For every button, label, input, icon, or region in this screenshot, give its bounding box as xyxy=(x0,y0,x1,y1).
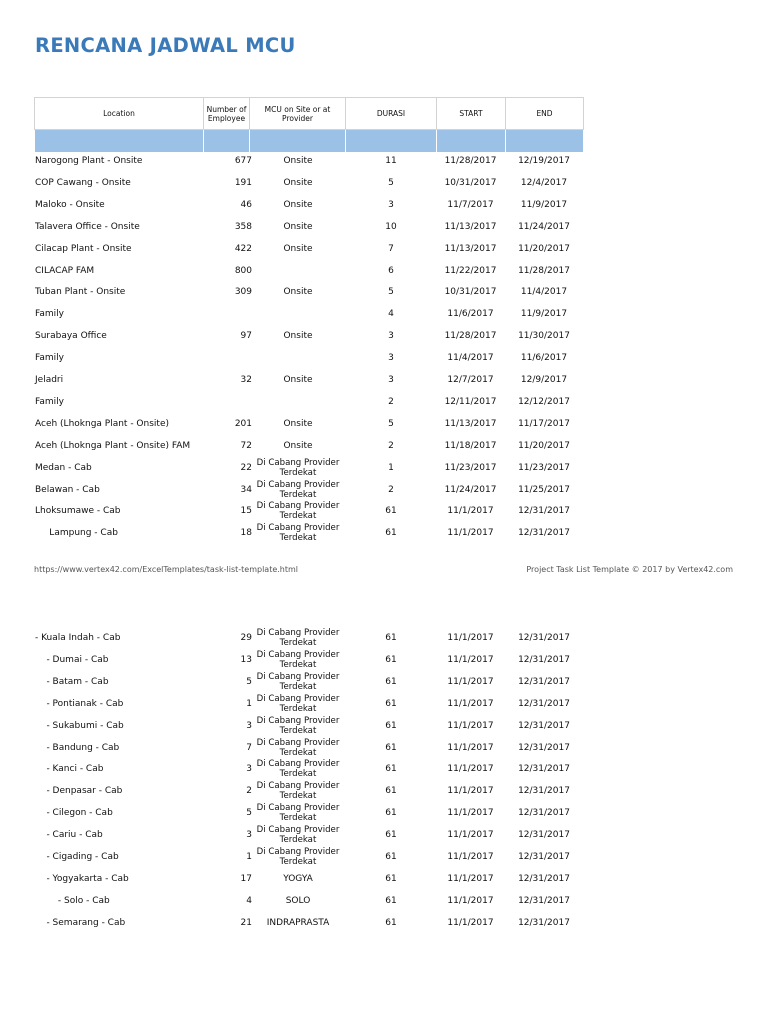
location-cell: Tuban Plant - Onsite xyxy=(35,287,126,298)
end-date-cell: 11/4/2017 xyxy=(520,287,568,298)
location-cell: - Cilegon - Cab xyxy=(35,808,113,819)
mcu-line-2: Terdekat xyxy=(279,638,317,648)
employee-count-cell: 22 xyxy=(240,462,252,473)
start-date-cell: 11/6/2017 xyxy=(447,309,494,320)
table-row xyxy=(0,868,768,890)
page-title: RENCANA JADWAL MCU xyxy=(35,34,296,57)
end-date-cell: 11/20/2017 xyxy=(518,243,570,254)
mcu-line-1: Di Cabang Provider xyxy=(256,501,340,512)
employee-count-cell: 72 xyxy=(240,440,252,451)
mcu-cell: Onsite xyxy=(283,375,313,385)
end-date-cell: 12/31/2017 xyxy=(518,917,570,928)
table-row xyxy=(0,693,768,715)
mcu-line-1: Di Cabang Provider xyxy=(256,759,340,770)
mcu-line-1: Di Cabang Provider xyxy=(256,479,340,490)
end-date-cell: 11/24/2017 xyxy=(518,221,570,232)
end-date-cell: 12/31/2017 xyxy=(518,720,570,731)
employee-count-cell: 3 xyxy=(246,830,252,841)
mcu-line-1: Di Cabang Provider xyxy=(256,457,340,468)
mcu-line-1: Di Cabang Provider xyxy=(256,523,340,534)
employee-count-cell: 46 xyxy=(240,199,252,210)
employee-count-cell: 422 xyxy=(234,243,252,254)
start-date-cell: 11/1/2017 xyxy=(447,786,494,797)
mcu-line-2: Terdekat xyxy=(279,489,317,500)
location-cell: Jeladri xyxy=(35,375,64,385)
start-date-cell: 11/18/2017 xyxy=(444,440,497,451)
durasi-cell: 61 xyxy=(385,808,397,819)
mcu-line-1: Di Cabang Provider xyxy=(256,847,340,857)
durasi-cell: 61 xyxy=(385,654,397,665)
mcu-line-1: Di Cabang Provider xyxy=(256,693,340,704)
location-cell: Medan - Cab xyxy=(35,462,92,473)
start-date-cell: 11/1/2017 xyxy=(447,852,494,862)
start-date-cell: 11/28/2017 xyxy=(444,156,497,166)
durasi-cell: 61 xyxy=(385,786,397,797)
durasi-cell: 3 xyxy=(388,199,394,210)
employee-count-cell: 17 xyxy=(240,873,252,884)
table-row xyxy=(0,649,768,671)
durasi-cell: 7 xyxy=(388,243,394,254)
mcu-cell: Onsite xyxy=(283,177,313,188)
mcu-cell: SOLO xyxy=(285,895,311,906)
employee-count-cell: 5 xyxy=(246,676,252,687)
table-row xyxy=(0,413,768,435)
table-row xyxy=(0,347,768,369)
header-location: Location xyxy=(35,98,204,130)
location-cell: - Semarang - Cab xyxy=(35,917,126,928)
start-date-cell: 11/1/2017 xyxy=(447,633,494,643)
footer-url: https://www.vertex42.com/ExcelTemplates/task-list-template.html xyxy=(34,565,299,574)
employee-count-cell: 5 xyxy=(246,808,252,819)
durasi-cell: 3 xyxy=(388,375,394,385)
durasi-cell: 1 xyxy=(388,462,394,473)
employee-count-cell: 201 xyxy=(234,418,252,429)
durasi-cell: 2 xyxy=(388,396,394,407)
location-cell: - Dumai - Cab xyxy=(35,654,109,665)
location-cell: - Sukabumi - Cab xyxy=(35,720,124,731)
employee-count-cell: 7 xyxy=(246,742,252,753)
mcu-cell xyxy=(249,628,347,648)
employee-count-cell: 800 xyxy=(234,265,252,276)
mcu-cell: Onsite xyxy=(283,156,313,166)
start-date-cell: 11/13/2017 xyxy=(444,418,497,429)
table-row xyxy=(0,172,768,194)
table-row xyxy=(0,802,768,824)
end-date-cell: 12/9/2017 xyxy=(520,375,568,385)
durasi-cell: 61 xyxy=(385,698,397,709)
table-row xyxy=(0,824,768,846)
employee-count-cell: 18 xyxy=(240,528,252,539)
location-cell: Lhoksumawe - Cab xyxy=(35,506,121,517)
start-date-cell: 11/1/2017 xyxy=(447,506,494,517)
mcu-line-1: Di Cabang Provider xyxy=(256,649,340,660)
location-cell: - Batam - Cab xyxy=(35,676,109,687)
end-date-cell: 12/31/2017 xyxy=(518,764,570,775)
location-cell: - Bandung - Cab xyxy=(35,742,120,753)
mcu-cell xyxy=(249,501,347,521)
location-cell: Aceh (Lhoknga Plant - Onsite) FAM xyxy=(35,440,191,451)
table-row xyxy=(0,325,768,347)
durasi-cell: 61 xyxy=(385,506,397,517)
mcu-cell xyxy=(249,458,347,478)
start-date-cell: 11/1/2017 xyxy=(447,742,494,753)
start-date-cell: 11/1/2017 xyxy=(447,873,494,884)
employee-count-cell: 3 xyxy=(246,764,252,775)
header-end: END xyxy=(506,98,584,130)
end-date-cell: 12/31/2017 xyxy=(518,852,570,862)
employee-count-cell: 191 xyxy=(234,177,252,188)
durasi-cell: 61 xyxy=(385,830,397,841)
durasi-cell: 2 xyxy=(388,440,394,451)
start-date-cell: 11/1/2017 xyxy=(447,895,494,906)
table-row xyxy=(0,500,768,522)
mcu-cell xyxy=(249,716,347,736)
mcu-line-1: Di Cabang Provider xyxy=(256,803,340,814)
start-date-cell: 11/24/2017 xyxy=(444,484,497,495)
mcu-line-1: Di Cabang Provider xyxy=(256,671,340,682)
mcu-line-2: Terdekat xyxy=(279,835,317,846)
mcu-line-2: Terdekat xyxy=(279,703,317,714)
employee-count-cell: 34 xyxy=(240,484,252,495)
table-row xyxy=(0,715,768,737)
mcu-cell xyxy=(249,523,347,543)
durasi-cell: 61 xyxy=(385,917,397,928)
mcu-line-2: Terdekat xyxy=(279,681,317,692)
mcu-cell: Onsite xyxy=(283,418,313,429)
end-date-cell: 12/31/2017 xyxy=(518,830,570,841)
durasi-cell: 5 xyxy=(388,177,394,188)
table-row xyxy=(0,671,768,693)
durasi-cell: 6 xyxy=(388,265,394,276)
mcu-line-2: Terdekat xyxy=(279,511,317,522)
mcu-line-2: Terdekat xyxy=(279,659,317,670)
durasi-cell: 61 xyxy=(385,852,397,862)
end-date-cell: 12/19/2017 xyxy=(518,156,570,166)
end-date-cell: 12/31/2017 xyxy=(518,633,570,643)
location-cell: - Cigading - Cab xyxy=(35,852,119,862)
location-cell: - Cariu - Cab xyxy=(35,830,103,841)
mcu-line-2: Terdekat xyxy=(279,769,317,780)
mcu-line-1: Di Cabang Provider xyxy=(256,737,340,748)
location-cell: Maloko - Onsite xyxy=(35,199,105,210)
start-date-cell: 11/1/2017 xyxy=(447,764,494,775)
location-cell: - Yogyakarta - Cab xyxy=(35,873,129,884)
durasi-cell: 61 xyxy=(385,676,397,687)
durasi-cell: 5 xyxy=(388,418,394,429)
table-row xyxy=(0,150,768,172)
employee-count-cell: 2 xyxy=(246,786,252,797)
employee-count-cell: 4 xyxy=(246,895,252,906)
location-cell: - Pontianak - Cab xyxy=(35,698,124,709)
start-date-cell: 11/1/2017 xyxy=(447,808,494,819)
start-date-cell: 12/11/2017 xyxy=(444,396,497,407)
mcu-cell: Onsite xyxy=(283,199,313,210)
mcu-cell xyxy=(249,672,347,692)
mcu-cell: Onsite xyxy=(283,243,313,254)
end-date-cell: 12/31/2017 xyxy=(518,654,570,665)
end-date-cell: 12/31/2017 xyxy=(518,786,570,797)
mcu-cell: Onsite xyxy=(283,221,313,232)
start-date-cell: 11/13/2017 xyxy=(444,221,497,232)
durasi-cell: 61 xyxy=(385,720,397,731)
location-cell: Belawan - Cab xyxy=(35,484,100,495)
end-date-cell: 11/28/2017 xyxy=(518,265,570,276)
header-table xyxy=(34,97,584,153)
location-cell: COP Cawang - Onsite xyxy=(35,177,131,188)
durasi-cell: 3 xyxy=(388,331,394,342)
start-date-cell: 11/1/2017 xyxy=(447,830,494,841)
employee-count-cell: 32 xyxy=(240,375,252,385)
start-date-cell: 11/1/2017 xyxy=(447,676,494,687)
employee-count-cell: 13 xyxy=(240,654,252,665)
table-row xyxy=(0,369,768,391)
durasi-cell: 61 xyxy=(385,764,397,775)
durasi-cell: 61 xyxy=(385,873,397,884)
header-mcu: MCU on Site or at Provider xyxy=(250,98,346,130)
table-row xyxy=(0,737,768,759)
header-durasi: DURASI xyxy=(346,98,437,130)
location-cell: CILACAP FAM xyxy=(35,265,95,276)
start-date-cell: 11/7/2017 xyxy=(447,199,494,210)
end-date-cell: 12/12/2017 xyxy=(518,396,570,407)
end-date-cell: 12/31/2017 xyxy=(518,895,570,906)
mcu-cell xyxy=(249,781,347,801)
table-row xyxy=(0,522,768,544)
header-employee: Number of Employee xyxy=(204,98,250,130)
end-date-cell: 12/31/2017 xyxy=(518,676,570,687)
footer-credit: Project Task List Template © 2017 by Vertex42.com xyxy=(526,565,733,574)
table-row xyxy=(0,890,768,912)
employee-count-cell: 97 xyxy=(240,331,252,342)
employee-count-cell: 3 xyxy=(246,720,252,731)
mcu-line-1: Di Cabang Provider xyxy=(256,825,340,836)
location-cell: Surabaya Office xyxy=(35,331,107,342)
mcu-cell xyxy=(249,803,347,823)
location-cell: Lampung - Cab xyxy=(35,528,118,539)
end-date-cell: 12/31/2017 xyxy=(518,873,570,884)
end-date-cell: 12/31/2017 xyxy=(518,698,570,709)
table-row xyxy=(0,260,768,282)
end-date-cell: 11/20/2017 xyxy=(518,440,570,451)
durasi-cell: 4 xyxy=(388,309,394,320)
employee-count-cell: 15 xyxy=(240,506,252,517)
mcu-cell xyxy=(249,759,347,779)
mcu-line-1: Di Cabang Provider xyxy=(256,781,340,792)
start-date-cell: 10/31/2017 xyxy=(444,177,497,188)
durasi-cell: 61 xyxy=(385,633,397,643)
table-row xyxy=(0,627,768,649)
employee-count-cell: 1 xyxy=(246,698,252,709)
location-cell: - Kuala Indah - Cab xyxy=(35,633,121,643)
end-date-cell: 11/9/2017 xyxy=(520,309,568,320)
start-date-cell: 11/1/2017 xyxy=(447,917,494,928)
mcu-line-2: Terdekat xyxy=(279,725,317,736)
location-cell: - Kanci - Cab xyxy=(35,764,104,775)
table-row xyxy=(0,391,768,413)
start-date-cell: 11/28/2017 xyxy=(444,331,497,342)
durasi-cell: 10 xyxy=(385,221,397,232)
mcu-cell: Onsite xyxy=(283,331,313,342)
mcu-cell: YOGYA xyxy=(283,873,313,884)
start-date-cell: 11/4/2017 xyxy=(447,353,494,364)
table-row xyxy=(0,758,768,780)
header-row xyxy=(35,98,584,130)
durasi-cell: 61 xyxy=(385,742,397,753)
end-date-cell: 11/9/2017 xyxy=(520,199,568,210)
end-date-cell: 12/4/2017 xyxy=(520,177,568,188)
end-date-cell: 11/23/2017 xyxy=(518,462,570,473)
table-row xyxy=(0,435,768,457)
location-cell: Cilacap Plant - Onsite xyxy=(35,243,132,254)
employee-count-cell: 309 xyxy=(234,287,252,298)
start-date-cell: 11/22/2017 xyxy=(444,265,497,276)
durasi-cell: 61 xyxy=(385,528,397,539)
location-cell: Aceh (Lhoknga Plant - Onsite) xyxy=(35,418,169,429)
start-date-cell: 11/1/2017 xyxy=(447,720,494,731)
location-cell: - Denpasar - Cab xyxy=(35,786,123,797)
end-date-cell: 11/30/2017 xyxy=(518,331,570,342)
employee-count-cell: 21 xyxy=(240,917,252,928)
header-start: START xyxy=(437,98,506,130)
location-cell: Family xyxy=(35,309,64,320)
table-row xyxy=(0,780,768,802)
start-date-cell: 10/31/2017 xyxy=(444,287,497,298)
employee-count-cell: 677 xyxy=(234,156,252,166)
table-row xyxy=(0,303,768,325)
table-row xyxy=(0,846,768,868)
end-date-cell: 11/17/2017 xyxy=(518,418,570,429)
mcu-line-2: Terdekat xyxy=(279,747,317,758)
mcu-line-1: Di Cabang Provider xyxy=(256,628,340,638)
mcu-cell: Onsite xyxy=(283,287,313,298)
durasi-cell: 61 xyxy=(385,895,397,906)
mcu-cell xyxy=(249,650,347,670)
end-date-cell: 11/6/2017 xyxy=(520,353,568,364)
end-date-cell: 12/31/2017 xyxy=(518,506,570,517)
mcu-line-2: Terdekat xyxy=(279,857,317,867)
table-row xyxy=(0,238,768,260)
start-date-cell: 11/1/2017 xyxy=(447,654,494,665)
location-cell: Talavera Office - Onsite xyxy=(35,221,140,232)
employee-count-cell: 29 xyxy=(240,633,252,643)
location-cell: Narogong Plant - Onsite xyxy=(35,156,143,166)
mcu-line-2: Terdekat xyxy=(279,467,317,478)
mcu-cell xyxy=(249,694,347,714)
table-row xyxy=(0,216,768,238)
mcu-line-2: Terdekat xyxy=(279,791,317,802)
table-row xyxy=(0,194,768,216)
mcu-cell: Onsite xyxy=(283,440,313,451)
durasi-cell: 11 xyxy=(385,156,397,166)
mcu-line-2: Terdekat xyxy=(279,813,317,824)
mcu-cell xyxy=(249,480,347,500)
start-date-cell: 11/13/2017 xyxy=(444,243,497,254)
durasi-cell: 2 xyxy=(388,484,394,495)
location-cell: Family xyxy=(35,353,64,364)
mcu-cell xyxy=(249,825,347,845)
table-row xyxy=(0,457,768,479)
mcu-cell xyxy=(249,738,347,758)
table-row xyxy=(0,281,768,303)
end-date-cell: 12/31/2017 xyxy=(518,528,570,539)
start-date-cell: 11/23/2017 xyxy=(444,462,497,473)
mcu-line-2: Terdekat xyxy=(279,533,317,544)
employee-count-cell: 1 xyxy=(246,852,252,862)
start-date-cell: 11/1/2017 xyxy=(447,528,494,539)
location-cell: - Solo - Cab xyxy=(35,895,110,906)
location-cell: Family xyxy=(35,396,64,407)
table-row xyxy=(0,912,768,934)
mcu-line-1: Di Cabang Provider xyxy=(256,715,340,726)
start-date-cell: 12/7/2017 xyxy=(447,375,494,385)
mcu-cell: INDRAPRASTA xyxy=(266,917,330,928)
employee-count-cell: 358 xyxy=(234,221,252,232)
durasi-cell: 3 xyxy=(388,353,394,364)
end-date-cell: 12/31/2017 xyxy=(518,742,570,753)
durasi-cell: 5 xyxy=(388,287,394,298)
end-date-cell: 12/31/2017 xyxy=(518,808,570,819)
table-row xyxy=(0,479,768,501)
mcu-cell xyxy=(249,847,347,867)
start-date-cell: 11/1/2017 xyxy=(447,698,494,709)
end-date-cell: 11/25/2017 xyxy=(518,484,570,495)
